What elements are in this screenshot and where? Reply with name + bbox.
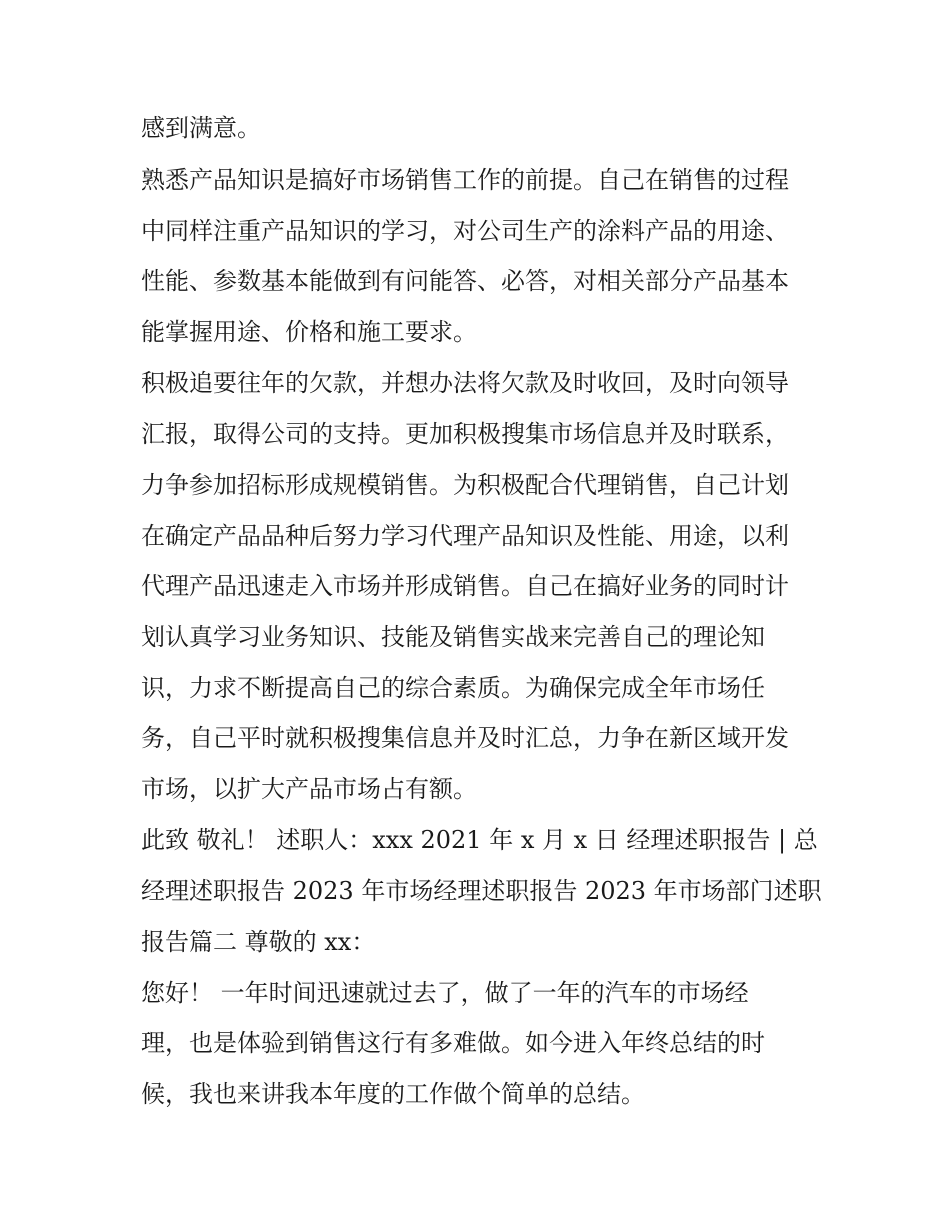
text-line: 此致 敬礼！ 述职人：xxx 2021 年 x 月 x 日 经理述职报告 | 总 [141, 826, 818, 854]
text-line: 在确定产品品种后努力学习代理产品知识及性能、用途，以利 [141, 522, 789, 550]
text-line: 务，自己平时就积极搜集信息并及时汇总，力争在新区域开发 [141, 724, 789, 752]
text-line: 划认真学习业务知识、技能及销售实战来完善自己的理论知 [141, 623, 765, 651]
text-line: 理，也是体验到销售这行有多难做。如今进入年终总结的时 [141, 1029, 765, 1057]
text-line: 您好！ 一年时间迅速就过去了，做了一年的汽车的市场经 [141, 979, 749, 1007]
text-line: 市场，以扩大产品市场占有额。 [141, 775, 477, 803]
text-line: 候，我也来讲我本年度的工作做个简单的总结。 [141, 1080, 645, 1108]
text-line: 性能、参数基本能做到有问能答、必答，对相关部分产品基本 [141, 267, 789, 295]
text-line: 识，力求不断提高自己的综合素质。为确保完成全年市场任 [141, 674, 765, 702]
text-line: 感到满意。 [141, 114, 261, 142]
text-line: 报告篇二 尊敬的 xx： [141, 928, 376, 956]
text-line: 能掌握用途、价格和施工要求。 [141, 318, 477, 346]
text-line: 中同样注重产品知识的学习，对公司生产的涂料产品的用途、 [141, 217, 789, 245]
text-line: 积极追要往年的欠款，并想办法将欠款及时收回，及时向领导 [141, 369, 789, 397]
text-line: 代理产品迅速走入市场并形成销售。自己在搞好业务的同时计 [141, 572, 789, 600]
text-line: 汇报，取得公司的支持。更加积极搜集市场信息并及时联系， [141, 420, 789, 448]
text-line: 经理述职报告 2023 年市场经理述职报告 2023 年市场部门述职 [141, 877, 822, 905]
text-line: 熟悉产品知识是搞好市场销售工作的前提。自己在销售的过程 [141, 166, 789, 194]
text-line: 力争参加招标形成规模销售。为积极配合代理销售，自己计划 [141, 471, 789, 499]
